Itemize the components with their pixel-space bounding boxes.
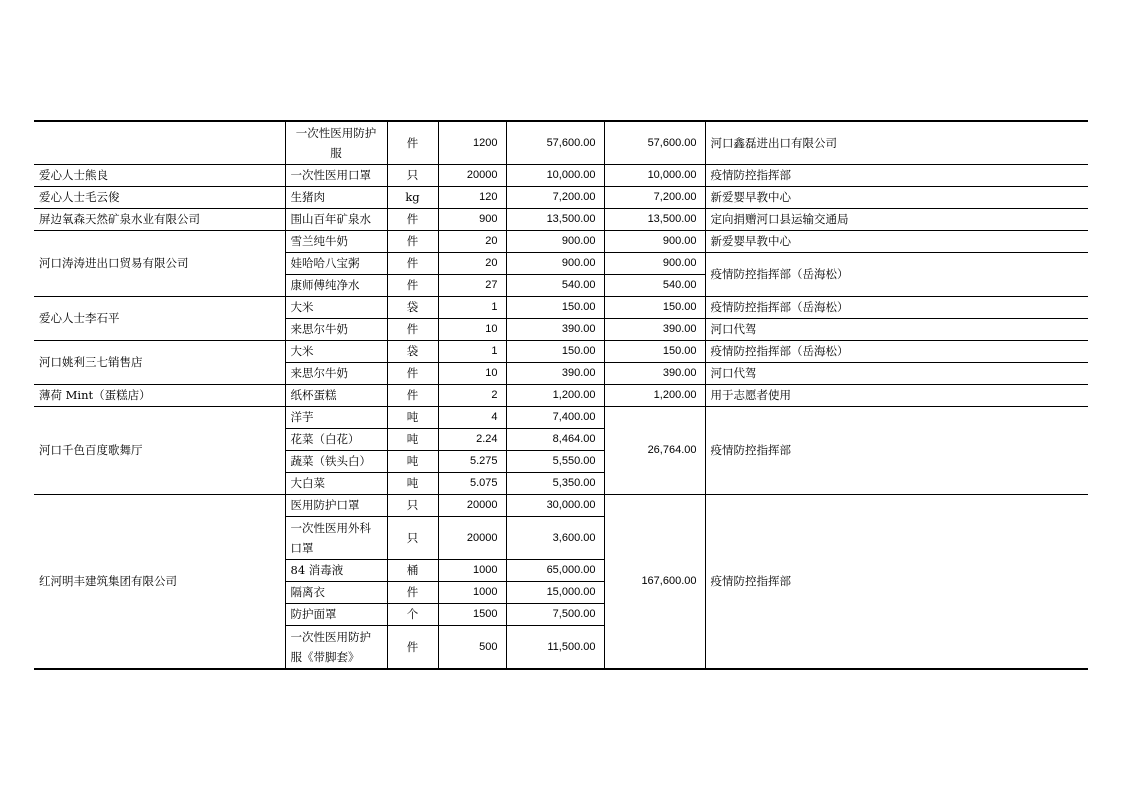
donor-cell: 薄荷 Mint（蛋糕店） [34, 385, 285, 407]
item-cell: 大米 [285, 297, 387, 319]
table-row [34, 385, 1088, 407]
unit-cell: 件 [387, 121, 438, 165]
item-cell: 康师傅纯净水 [285, 275, 387, 297]
donation-table [34, 120, 1088, 670]
quantity-cell: 10 [438, 363, 506, 385]
unit-cell: 桶 [387, 560, 438, 582]
amount-cell: 900.00 [506, 253, 604, 275]
unit-cell: 件 [387, 319, 438, 341]
recipient-cell: 新爱婴早教中心 [705, 187, 1088, 209]
unit-cell: 吨 [387, 451, 438, 473]
donor-cell: 爱心人士熊良 [34, 165, 285, 187]
total-cell: 167,600.00 [604, 495, 705, 670]
item-cell: 蔬菜（铁头白） [285, 451, 387, 473]
recipient-cell: 疫情防控指挥部（岳海松） [705, 297, 1088, 319]
item-cell: 洋芋 [285, 407, 387, 429]
quantity-cell: 2 [438, 385, 506, 407]
quantity-cell: 20000 [438, 517, 506, 560]
amount-cell: 57,600.00 [506, 121, 604, 165]
item-cell: 一次性医用防护服 [285, 121, 387, 165]
unit-cell: 吨 [387, 473, 438, 495]
amount-cell: 13,500.00 [506, 209, 604, 231]
unit-cell: 件 [387, 385, 438, 407]
quantity-cell: 10 [438, 319, 506, 341]
item-cell: 一次性医用外科口罩 [285, 517, 387, 560]
quantity-cell: 20000 [438, 165, 506, 187]
donor-cell: 红河明丰建筑集团有限公司 [34, 495, 285, 670]
recipient-cell: 疫情防控指挥部 [705, 407, 1088, 495]
quantity-cell: 27 [438, 275, 506, 297]
amount-cell: 15,000.00 [506, 582, 604, 604]
total-cell: 150.00 [604, 341, 705, 363]
donor-cell: 河口姚利三七销售店 [34, 341, 285, 385]
recipient-cell: 河口鑫磊进出口有限公司 [705, 121, 1088, 165]
item-cell: 围山百年矿泉水 [285, 209, 387, 231]
amount-cell: 150.00 [506, 341, 604, 363]
item-cell: 来思尔牛奶 [285, 363, 387, 385]
recipient-cell: 疫情防控指挥部（岳海松） [705, 341, 1088, 363]
table-row [34, 165, 1088, 187]
amount-cell: 390.00 [506, 363, 604, 385]
unit-cell: 件 [387, 626, 438, 670]
total-cell: 1,200.00 [604, 385, 705, 407]
donor-cell: 河口涛涛进出口贸易有限公司 [34, 231, 285, 297]
table-row [34, 121, 1088, 165]
quantity-cell: 1000 [438, 560, 506, 582]
unit-cell: 件 [387, 209, 438, 231]
total-cell: 390.00 [604, 363, 705, 385]
unit-cell: 个 [387, 604, 438, 626]
table-row [34, 495, 1088, 517]
item-cell: 医用防护口罩 [285, 495, 387, 517]
amount-cell: 65,000.00 [506, 560, 604, 582]
item-cell: 大米 [285, 341, 387, 363]
amount-cell: 7,200.00 [506, 187, 604, 209]
item-cell: 娃哈哈八宝粥 [285, 253, 387, 275]
unit-cell: 件 [387, 231, 438, 253]
table-row [34, 187, 1088, 209]
donor-cell: 爱心人士毛云俊 [34, 187, 285, 209]
unit-cell: 件 [387, 253, 438, 275]
amount-cell: 11,500.00 [506, 626, 604, 670]
recipient-cell: 新爱婴早教中心 [705, 231, 1088, 253]
donor-cell: 屏边氧森天然矿泉水业有限公司 [34, 209, 285, 231]
quantity-cell: 5.275 [438, 451, 506, 473]
donor-cell [34, 121, 285, 165]
unit-cell: 吨 [387, 407, 438, 429]
table-row [34, 341, 1088, 363]
amount-cell: 390.00 [506, 319, 604, 341]
total-cell: 390.00 [604, 319, 705, 341]
quantity-cell: 1 [438, 297, 506, 319]
quantity-cell: 1 [438, 341, 506, 363]
unit-cell: kg [387, 187, 438, 209]
amount-cell: 150.00 [506, 297, 604, 319]
table-row [34, 297, 1088, 319]
unit-cell: 袋 [387, 297, 438, 319]
recipient-cell: 河口代驾 [705, 319, 1088, 341]
item-cell: 花菜（白花） [285, 429, 387, 451]
unit-cell: 只 [387, 165, 438, 187]
unit-cell: 件 [387, 582, 438, 604]
amount-cell: 30,000.00 [506, 495, 604, 517]
total-cell: 13,500.00 [604, 209, 705, 231]
amount-cell: 5,350.00 [506, 473, 604, 495]
quantity-cell: 500 [438, 626, 506, 670]
item-cell: 隔离衣 [285, 582, 387, 604]
donor-cell: 爱心人士李石平 [34, 297, 285, 341]
quantity-cell: 4 [438, 407, 506, 429]
quantity-cell: 20 [438, 231, 506, 253]
recipient-cell: 疫情防控指挥部 [705, 165, 1088, 187]
quantity-cell: 5.075 [438, 473, 506, 495]
item-cell: 大白菜 [285, 473, 387, 495]
recipient-cell: 用于志愿者使用 [705, 385, 1088, 407]
amount-cell: 7,500.00 [506, 604, 604, 626]
item-cell: 84 消毒液 [285, 560, 387, 582]
recipient-cell: 河口代驾 [705, 363, 1088, 385]
quantity-cell: 1000 [438, 582, 506, 604]
amount-cell: 3,600.00 [506, 517, 604, 560]
recipient-cell: 定向捐赠河口县运输交通局 [705, 209, 1088, 231]
amount-cell: 540.00 [506, 275, 604, 297]
quantity-cell: 20 [438, 253, 506, 275]
total-cell: 7,200.00 [604, 187, 705, 209]
donor-cell: 河口千色百度歌舞厅 [34, 407, 285, 495]
total-cell: 10,000.00 [604, 165, 705, 187]
total-cell: 900.00 [604, 231, 705, 253]
total-cell: 150.00 [604, 297, 705, 319]
item-cell: 生猪肉 [285, 187, 387, 209]
item-cell: 一次性医用防护服《带脚套》 [285, 626, 387, 670]
item-cell: 雪兰纯牛奶 [285, 231, 387, 253]
unit-cell: 袋 [387, 341, 438, 363]
table-row [34, 407, 1088, 429]
unit-cell: 只 [387, 517, 438, 560]
quantity-cell: 900 [438, 209, 506, 231]
amount-cell: 1,200.00 [506, 385, 604, 407]
quantity-cell: 1200 [438, 121, 506, 165]
unit-cell: 只 [387, 495, 438, 517]
item-cell: 纸杯蛋糕 [285, 385, 387, 407]
table-row [34, 209, 1088, 231]
total-cell: 57,600.00 [604, 121, 705, 165]
amount-cell: 900.00 [506, 231, 604, 253]
recipient-cell: 疫情防控指挥部（岳海松） [705, 253, 1088, 297]
recipient-cell: 疫情防控指挥部 [705, 495, 1088, 670]
quantity-cell: 20000 [438, 495, 506, 517]
amount-cell: 5,550.00 [506, 451, 604, 473]
table-row [34, 231, 1088, 253]
total-cell: 900.00 [604, 253, 705, 275]
amount-cell: 10,000.00 [506, 165, 604, 187]
item-cell: 一次性医用口罩 [285, 165, 387, 187]
quantity-cell: 1500 [438, 604, 506, 626]
amount-cell: 8,464.00 [506, 429, 604, 451]
item-cell: 防护面罩 [285, 604, 387, 626]
amount-cell: 7,400.00 [506, 407, 604, 429]
item-cell: 来思尔牛奶 [285, 319, 387, 341]
unit-cell: 件 [387, 275, 438, 297]
total-cell: 26,764.00 [604, 407, 705, 495]
quantity-cell: 120 [438, 187, 506, 209]
total-cell: 540.00 [604, 275, 705, 297]
unit-cell: 吨 [387, 429, 438, 451]
quantity-cell: 2.24 [438, 429, 506, 451]
unit-cell: 件 [387, 363, 438, 385]
